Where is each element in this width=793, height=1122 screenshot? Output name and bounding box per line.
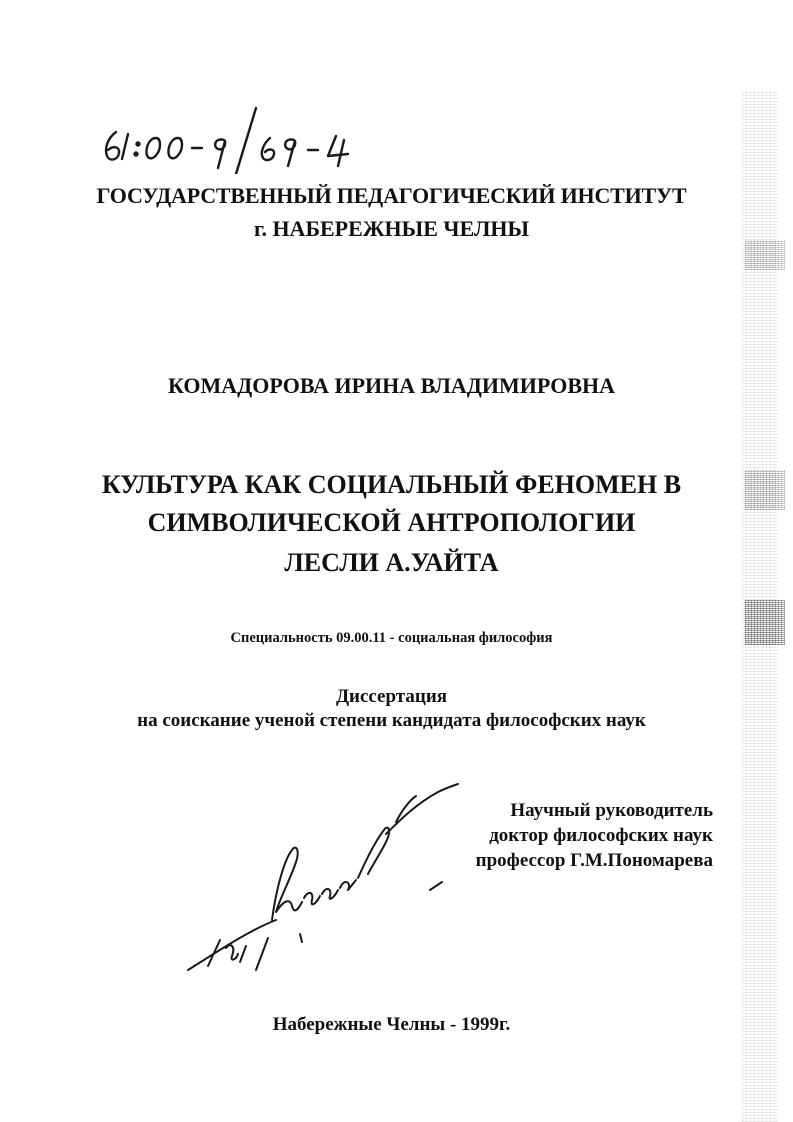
advisor-role: Научный руководитель [510,800,713,821]
institution-line-1: ГОСУДАРСТВЕННЫЙ ПЕДАГОГИЧЕСКИЙ ИНСТИТУТ [96,183,687,208]
advisor-degree: доктор философских наук [489,825,713,846]
institution-line-2: г. НАБЕРЕЖНЫЕ ЧЕЛНЫ [253,216,530,241]
handwritten-archive-code [98,104,398,174]
author-name: КОМАДОРОВА ИРИНА ВЛАДИМИРОВНА [167,373,615,398]
dissertation-title-line-2: СИМВОЛИЧЕСКОЙ АНТРОПОЛОГИИ [147,508,636,537]
place-and-year: Набережные Челны - 1999г. [272,1014,511,1035]
scan-edge-dark-patch [745,240,785,270]
degree-description: на соискание ученой степени кандидата философских наук [137,710,646,731]
dissertation-title-line-3: ЛЕСЛИ А.УАЙТА [284,548,499,577]
handwritten-signature [180,770,460,980]
specialty-line: Специальность 09.00.11 - социальная философия [230,630,553,646]
dissertation-title-line-1: КУЛЬТУРА КАК СОЦИАЛЬНЫЙ ФЕНОМЕН В [101,470,682,499]
dissertation-label: Диссертация [335,686,448,707]
advisor-name: профессор Г.М.Пономарева [475,850,713,871]
